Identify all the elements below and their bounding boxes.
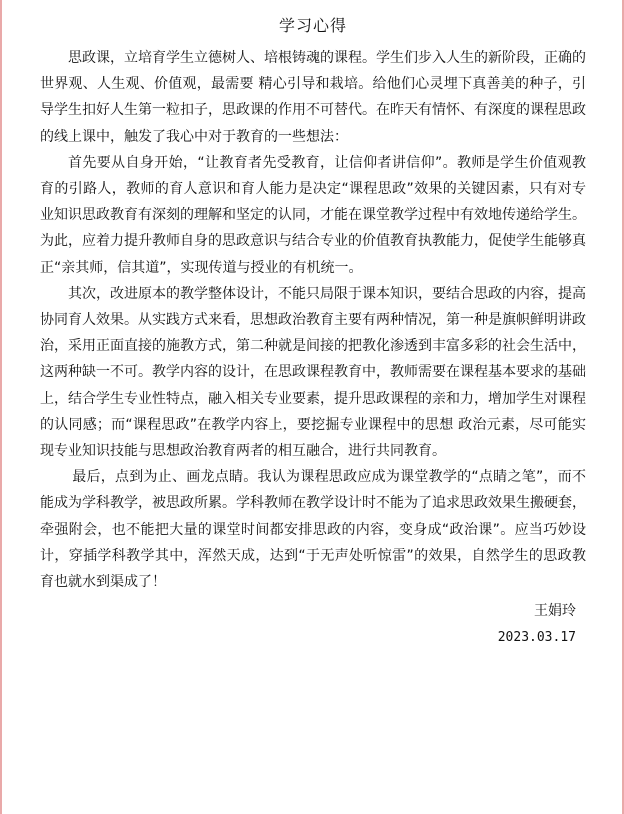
document-date: 2023.03.17 [497, 630, 576, 646]
document-title: 学习心得 [278, 16, 347, 35]
paragraph-second: 其次，改进原本的教学整体设计，不能只局限于课本知识，要结合思政的内容，提高协同育人效果。从实践方式来看，思想政治教育主要有两种情况，第一种是旗帜鲜明讲政治，采用正面直接的施教方式，第二种就是间接的把教化渗透到丰富多彩的社会生活中， 这两种缺一不可。教学内容的设计，在思政课程教育中，教师需要在课程基本要求的基础上，结合学生专业性特点，融入相关专业要素，提升思政课程的亲和力，增加学生对课程的认同感；而“课程思政”在教学内容上，要挖掘专业课程中的思想 政治元素，尽可能实现专业知识技能与思想政治教育两者的相互融合，进行共同教育。 [40, 285, 586, 460]
paragraph-intro: 思政课，立培育学生立德树人、培根铸魂的课程。学生们步入人生的新阶段，正确的世界观、人生观、价值观，最需要 精心引导和栽培。给他们心灵埋下真善美的种子，引导学生扣好人生第一粒扣子，思政课的作用不可替代。在昨天有情怀、有深度的课程思政的线上课中，触发了我心中对于教育的一些想法： [40, 50, 586, 145]
paragraph-finally: 最后，点到为止、画龙点睛。我认为课程思政应成为课堂教学的“点睛之笔”，而不能成为学科教学，被思政所累。学科教师在教学设计时不能为了追求思政效果生搬硬套，牵强附会，也不能把大量的课堂时间都安排思政的内容，变身成“政治课”。应当巧妙设计，穿插学科教学其中，浑然天成，达到“于无声处听惊雷”的效果，自然学生的思政教育也就水到渠成了！ [40, 469, 586, 591]
page-border-left [0, 0, 2, 814]
author-signature: 王娟玲 [534, 603, 576, 620]
paragraph-first: 首先要从自身开始，“让教育者先受教育，让信仰者讲信仰”。教师是学生价值观教育的引路人，教师的育人意识和育人能力是决定“课程思政”效果的关键因素，只有对专业知识思政教育有深刻的理解和坚定的认同，才能在课堂教学过程中有效地传递给学生。 为此，应着力提升教师自身的思政意识与结合专业的价值教育执教能力，促使学生能够真正“亲其师，信其道”，实现传道与授业的有机统一。 [40, 154, 586, 276]
document-page [40, 14, 586, 651]
